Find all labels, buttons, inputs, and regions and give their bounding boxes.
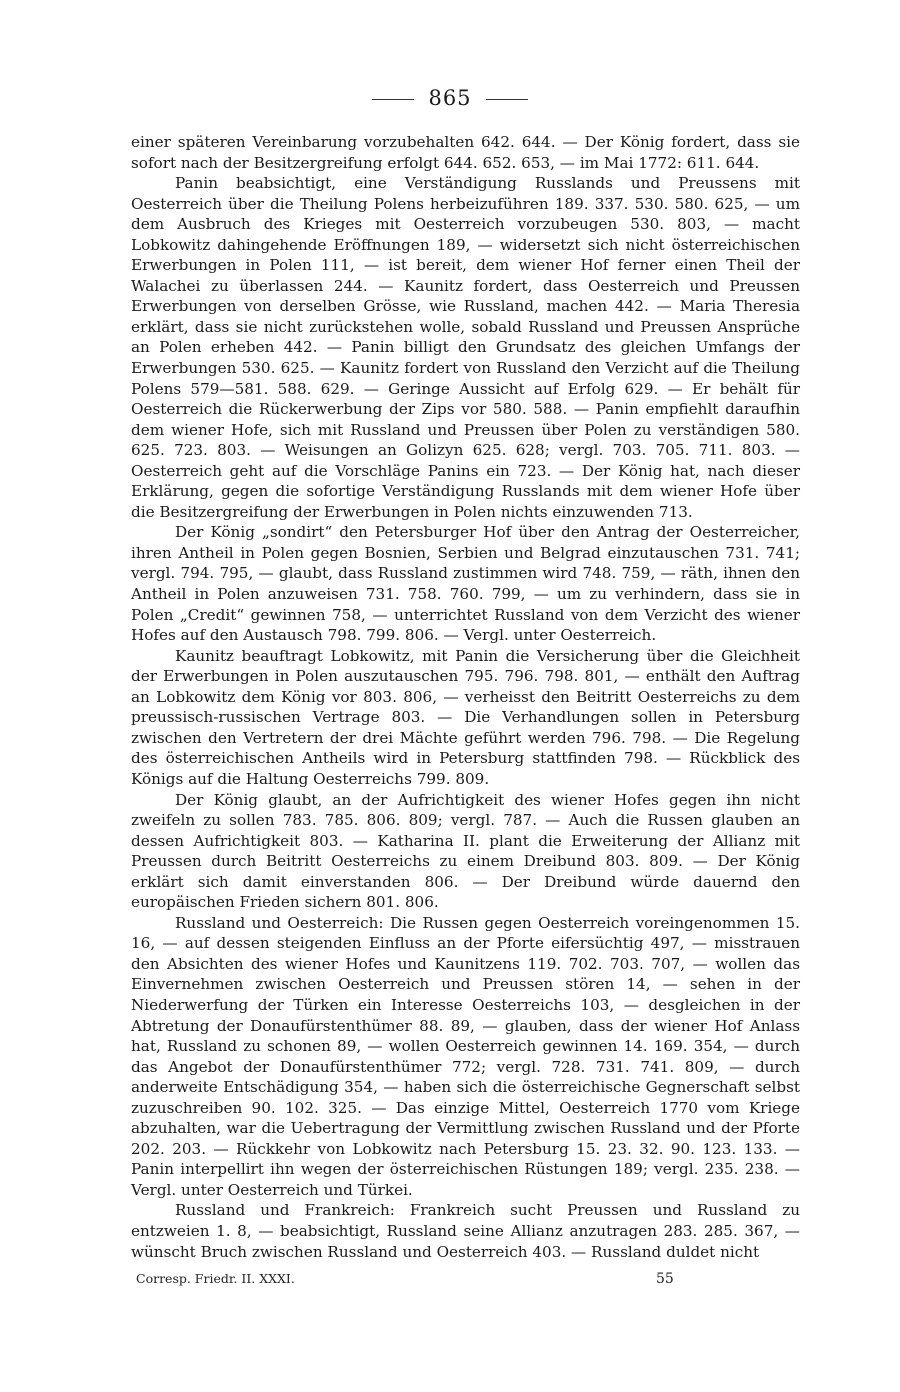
paragraph-3: Der König „sondirt“ den Petersburger Hof über den Antrag der Oesterreicher, ihren Antheil in Polen gegen Bosnien, Serbien und Belgrad einzutauschen 731. 741; vergl. 794. 795, — glaubt, dass Russland zustimmen wird 748. 759, — räth, ihnen den Antheil in Polen anzuweisen 731. 758. 760. 799, — um zu verhindern, dass sie in Polen „Credit“ gewinnen 758, — unterrichtet Russland von dem Verzicht des wiener Hofes auf den Austausch 798. 799. 806. — Vergl. unter Oesterreich. <box>131 523 800 645</box>
left-dash <box>372 99 414 100</box>
footer-signature: Corresp. Friedr. II. XXXI. <box>136 1271 295 1286</box>
footer-sheet-number: 55 <box>656 1271 674 1287</box>
paragraph-2: Panin beabsichtigt, eine Verständigung Russlands und Preussens mit Oesterreich über die Theilung Polens herbeizuführen 189. 337. 530. 580. 625, — um dem Ausbruch des Krieges mit Oesterreich vorzubeugen 530. 803, — macht Lobkowitz dahingehende Eröffnungen 189, — widersetzt sich nicht österreichischen Erwerbungen in Polen 111, — ist bereit, dem wiener Hof ferner einen Theil der Walachei zu überlassen 244. — Kaunitz fordert, dass Oesterreich und Preussen Erwerbungen von derselben Grösse, wie Russland, machen 442. — Maria Theresia erklärt, dass sie nicht zurückstehen wolle, sobald Russland und Preussen Ansprüche an Polen erheben 442. — Panin billigt den Grundsatz des gleichen Umfangs der Erwerbungen 530. 625. — Kaunitz fordert von Russland den Verzicht auf die Theilung Polens 579—581. 588. 629. — Geringe Aussicht auf Erfolg 629. — Er behält für Oesterreich die Rückerwerbung der Zips vor 580. 588. — Panin empfiehlt daraufhin dem wiener Hofe, sich mit Russland und Preussen über Polen zu verständigen 580. 625. 723. 803. — Weisungen an Golizyn 625. 628; vergl. 703. 705. 711. 803. — Oesterreich geht auf die Vorschläge Panins ein 723. — Der König hat, nach dieser Erklärung, gegen die sofortige Verständigung Russlands mit dem wiener Hofe über die Besitzergreifung der Erwerbungen in Polen nichts einzuwenden 713. <box>131 174 800 521</box>
page-number-line <box>0 86 900 110</box>
paragraph-5: Der König glaubt, an der Aufrichtigkeit des wiener Hofes gegen ihn nicht zweifeln zu sollen 783. 785. 806. 809; vergl. 787. — Auch die Russen glauben an dessen Aufrichtigkeit 803. — Katharina II. plant die Erweiterung der Allianz mit Preussen durch Beitritt Oesterreichs zu einem Dreibund 803. 809. — Der König erklärt sich damit einverstanden 806. — Der Dreibund würde dauernd den europäischen Frieden sichern 801. 806. <box>131 790 800 912</box>
paragraph-4: Kaunitz beauftragt Lobkowitz, mit Panin die Versicherung über die Gleichheit der Erwerbungen in Polen auszutauschen 795. 796. 798. 801, — enthält den Auftrag an Lobkowitz dem König vor 803. 806, — verheisst den Beitritt Oesterreichs zu dem preussisch-russischen Vertrage 803. — Die Verhandlungen sollen in Petersburg zwischen den Vertretern der drei Mächte geführt werden 796. 798. — Die Regelung des österreichischen Antheils wird in Petersburg stattfinden 798. — Rückblick des Königs auf die Haltung Oesterreichs 799. 809. <box>131 646 800 788</box>
body-text <box>131 132 800 1262</box>
paragraph-7: Russland und Frankreich: Frankreich sucht Preussen und Russland zu entzweien 1. 8, — beabsichtigt, Russland seine Allianz anzutragen 283. 285. 367, — wünscht Bruch zwischen Russland und Oesterreich 403. — Russland duldet nicht <box>131 1201 800 1261</box>
paragraph-6: Russland und Oesterreich: Die Russen gegen Oesterreich voreingenommen 15. 16, — auf dessen steigenden Einfluss an der Pforte eifersüchtig 497, — misstrauen den Absichten des wiener Hofes und Kaunitzens 119. 702. 703. 707, — wollen das Einvernehmen zwischen Oesterreich und Preussen stören 14, — sehen in der Niederwerfung der Türken ein Interesse Oesterreichs 103, — desgleichen in der Abtretung der Donaufürstenthümer 88. 89, — glauben, dass der wiener Hof Anlass hat, Russland zu schonen 89, — wollen Oesterreich gewinnen 14. 169. 354, — durch das Angebot der Donaufürstenthümer 772; vergl. 728. 731. 741. 809, — durch anderweite Entschädigung 354, — haben sich die österreichische Gegnerschaft selbst zuzuschreiben 90. 102. 325. — Das einzige Mittel, Oesterreich 1770 vom Kriege abzuhalten, war die Uebertragung der Vermittlung zwischen Russland und der Pforte 202. 203. — Rückkehr von Lobkowitz nach Petersburg 15. 23. 32. 90. 123. 133. — Panin interpellirt ihn wegen der österreichischen Rüstungen 189; vergl. 235. 238. — Vergl. unter Oesterreich und Türkei. <box>131 913 800 1199</box>
page-number: 865 <box>428 86 472 110</box>
paragraph-1: einer späteren Vereinbarung vorzubehalten 642. 644. — Der König fordert, dass sie sofort nach der Besitzergreifung erfolgt 644. 652. 653, — im Mai 1772: 611. 644. <box>131 133 800 172</box>
right-dash <box>486 99 528 100</box>
